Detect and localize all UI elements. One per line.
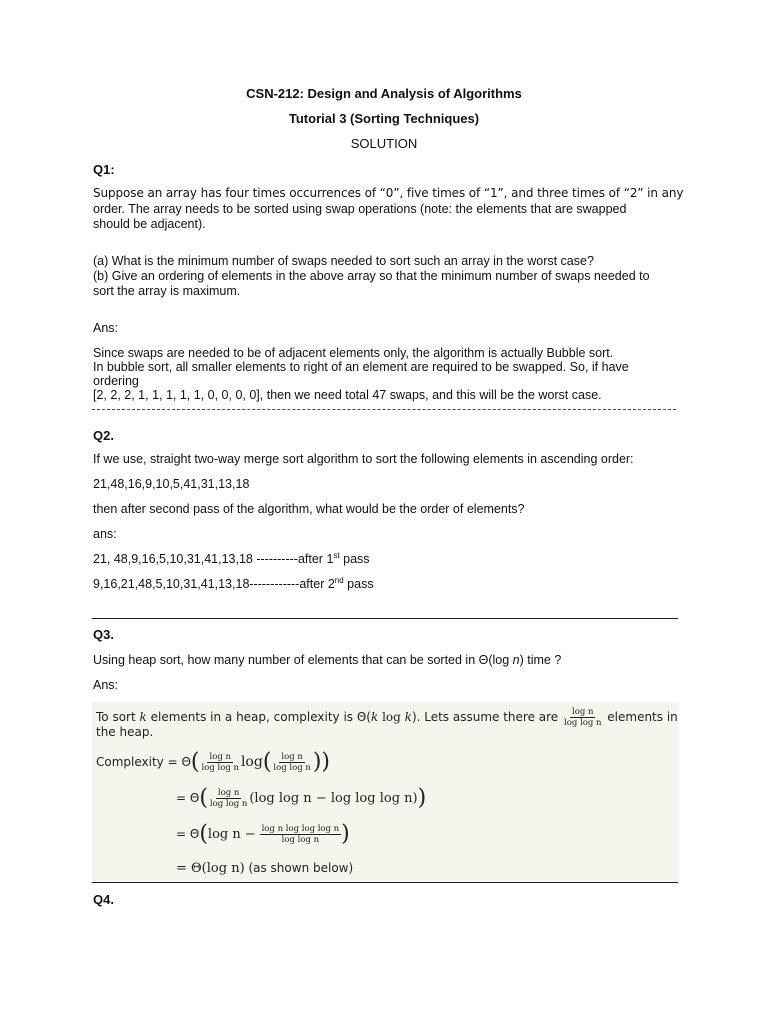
complexity-eq4: = Θ(log n) (as shown below) bbox=[176, 861, 354, 876]
q1-part-b-line1: (b) Give an ordering of elements in the above array so that the minimum number of swaps needed to bbox=[93, 269, 650, 283]
section-divider-2 bbox=[92, 882, 678, 883]
complexity-eq2: = Θ( $\frac{\text{log n}}{\text{log log n}}$ (log log n − log log log n)) bbox=[176, 785, 427, 811]
math-solution-box bbox=[92, 702, 678, 882]
q3-ans-label: Ans: bbox=[93, 678, 119, 692]
course-title: CSN-212: Design and Analysis of Algorithms bbox=[246, 86, 522, 101]
q1-part-b-line2: sort the array is maximum. bbox=[93, 284, 241, 298]
q2-pass2: 9,16,21,48,5,10,31,41,13,18------------after 2nd pass bbox=[93, 576, 374, 591]
q1-ans-label: Ans: bbox=[93, 321, 119, 335]
q1-ans-line4: [2, 2, 2, 1, 1, 1, 1, 1, 0, 0, 0, 0], then we need total 47 swaps, and this will be the worst case. bbox=[93, 388, 602, 402]
q1-text-line2: order. The array needs to be sorted using swap operations (note: the elements that are swapped bbox=[93, 202, 627, 216]
q3-label: Q3. bbox=[93, 627, 114, 642]
q2-ans-label: ans: bbox=[93, 527, 117, 541]
q2-label: Q2. bbox=[93, 428, 114, 443]
q1-ans-line2: In bubble sort, all smaller elements to right of an element are required to be swapped. So, if have bbox=[93, 360, 629, 374]
complexity-eq3: = Θ(log n − $\frac{\text{log n log log log n}}{\text{log log n}}$ ) bbox=[176, 821, 350, 847]
math-line1: To sort k elements in a heap, complexity is Θ(k log k). Lets assume there are $\frac{\text{log n}}{\text{log log n}}$ elements in bbox=[96, 707, 678, 728]
q1-text-line1: Suppose an array has four times occurrences of “0”, five times of “1”, and three times of “2” in any bbox=[93, 186, 684, 200]
fraction-logn-over-loglogn: $\frac{\text{log n}}{\text{log log n}}$ bbox=[564, 707, 602, 728]
q1-ans-line3: ordering bbox=[93, 374, 139, 388]
q4-label: Q4. bbox=[93, 892, 114, 907]
q1-ans-line1: Since swaps are needed to be of adjacent elements only, the algorithm is actually Bubble sort. bbox=[93, 346, 614, 360]
q1-part-a: (a) What is the minimum number of swaps needed to sort such an array in the worst case? bbox=[93, 254, 594, 268]
dashed-separator bbox=[92, 409, 676, 410]
q1-label: Q1: bbox=[93, 162, 115, 177]
q2-question: then after second pass of the algorithm, what would be the order of elements? bbox=[93, 502, 525, 516]
math-line2: the heap. bbox=[96, 725, 154, 739]
q2-pass1: 21, 48,9,16,5,10,31,41,13,18 ----------after 1st pass bbox=[93, 551, 370, 566]
q1-text-line3: should be adjacent). bbox=[93, 217, 206, 231]
complexity-eq1: Complexity = Θ( $\frac{\text{log n}}{\text{log log n}}$ log( $\frac{\text{log n}}{\text{log log n}}$ )) bbox=[96, 749, 331, 775]
q2-elements: 21,48,16,9,10,5,41,31,13,18 bbox=[93, 477, 250, 491]
q2-text: If we use, straight two-way merge sort algorithm to sort the following elements in ascending order: bbox=[93, 452, 634, 466]
tutorial-title: Tutorial 3 (Sorting Techniques) bbox=[288, 111, 480, 126]
solution-label: SOLUTION bbox=[350, 136, 418, 151]
section-divider bbox=[92, 618, 678, 619]
q3-question: Using heap sort, how many number of elements that can be sorted in Θ(log n) time ? bbox=[93, 653, 562, 667]
